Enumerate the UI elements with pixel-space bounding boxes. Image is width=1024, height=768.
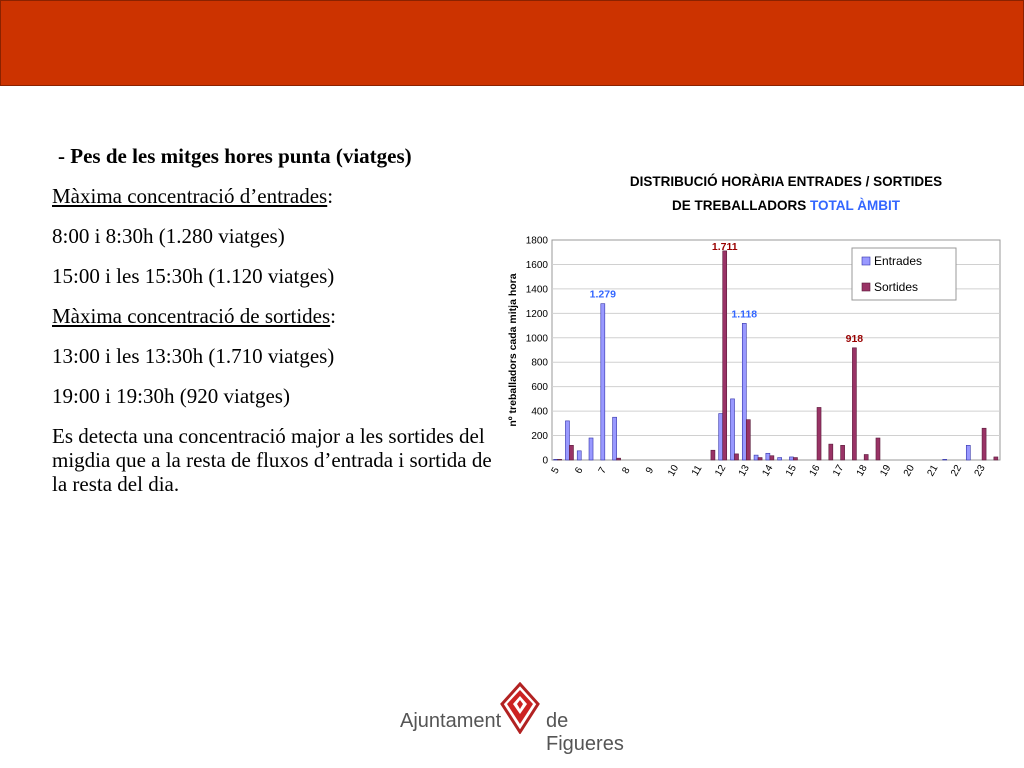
x-tick-label: 11 bbox=[689, 463, 705, 478]
x-tick-label: 15 bbox=[783, 463, 800, 479]
entrades-bar bbox=[719, 414, 723, 460]
entrades-bar bbox=[554, 459, 558, 460]
entries-colon: : bbox=[327, 184, 334, 208]
chart-title-line-1: DISTRIBUCIÓ HORÀRIA ENTRADES / SORTIDES bbox=[629, 174, 943, 189]
x-tick-label: 9 bbox=[643, 465, 657, 476]
entrades-bar bbox=[730, 399, 734, 460]
entrades-bar bbox=[742, 323, 746, 460]
legend-swatch bbox=[862, 257, 870, 265]
y-tick-label: 600 bbox=[531, 382, 548, 394]
entrades-bar bbox=[577, 451, 581, 460]
x-tick-label: 20 bbox=[901, 463, 917, 479]
exits-line-1: 13:00 i les 13:30h (1.710 viatges) bbox=[52, 344, 335, 368]
entrades-bar bbox=[601, 304, 605, 460]
x-tick-label: 14 bbox=[760, 463, 776, 479]
sortides-bar bbox=[864, 455, 868, 461]
x-tick-label: 22 bbox=[949, 463, 965, 479]
exits-title-line bbox=[52, 304, 502, 328]
entrades-bar bbox=[754, 455, 758, 460]
y-tick-label: 0 bbox=[542, 455, 548, 467]
exits-colon: : bbox=[330, 304, 336, 328]
chart-title bbox=[496, 170, 1024, 218]
conclusion-text: Es detecta una concentració major a les sortides del migdia que a la resta de fluxos d’entrada i sortida de la resta del dia. bbox=[52, 424, 492, 496]
sortides-bar bbox=[876, 438, 880, 460]
sortides-bar bbox=[994, 457, 998, 460]
sortides-bar bbox=[746, 420, 750, 460]
chart-container bbox=[496, 168, 1016, 498]
x-tick-label: 17 bbox=[831, 463, 847, 479]
sortides-bar bbox=[735, 454, 739, 460]
y-tick-label: 200 bbox=[531, 431, 548, 443]
y-tick-label: 400 bbox=[531, 406, 548, 418]
legend-swatch bbox=[862, 283, 870, 291]
entrades-bar bbox=[943, 459, 947, 460]
entries-title-line bbox=[52, 184, 502, 208]
logo-word-right: de Figueres bbox=[546, 710, 624, 755]
y-tick-label: 1600 bbox=[525, 259, 548, 271]
entrades-bar bbox=[789, 457, 793, 460]
x-tick-label: 18 bbox=[854, 463, 870, 479]
entries-line-1: 8:00 i 8:30h (1.280 viatges) bbox=[52, 224, 285, 248]
sortides-bar bbox=[711, 450, 715, 460]
entrades-bar bbox=[565, 421, 569, 460]
entrades-bar bbox=[613, 417, 617, 460]
sortides-bar bbox=[829, 444, 833, 460]
exits-title: Màxima concentració de sortides bbox=[52, 304, 331, 328]
x-tick-label: 19 bbox=[878, 463, 894, 479]
logo-word-left: Ajuntament bbox=[400, 710, 502, 732]
x-tick-label: 6 bbox=[573, 465, 586, 476]
top-banner bbox=[0, 0, 1024, 86]
x-tick-label: 16 bbox=[807, 463, 823, 479]
coat-of-arms-icon bbox=[498, 682, 542, 734]
x-tick-label: 12 bbox=[713, 463, 729, 479]
chart-title-accent: TOTAL ÀMBIT bbox=[810, 198, 900, 213]
y-tick-label: 1000 bbox=[525, 333, 548, 345]
x-tick-label: 21 bbox=[925, 463, 941, 479]
slide-text bbox=[52, 144, 502, 512]
data-label: 1.118 bbox=[731, 308, 758, 321]
x-tick-label: 10 bbox=[666, 463, 682, 479]
data-label: 1.711 bbox=[711, 241, 738, 253]
sortides-bar bbox=[558, 459, 562, 460]
data-label: 1.279 bbox=[589, 288, 616, 301]
legend-label: Sortides bbox=[874, 280, 919, 294]
sortides-bar bbox=[569, 445, 573, 460]
slide-heading: - Pes de les mitges hores punta (viatges) bbox=[58, 144, 412, 168]
y-tick-label: 1200 bbox=[525, 308, 548, 320]
ajuntament-logo bbox=[400, 682, 640, 755]
x-tick-label: 8 bbox=[620, 465, 633, 476]
data-label: 918 bbox=[845, 332, 864, 345]
sortides-bar bbox=[617, 458, 621, 460]
entrades-bar bbox=[966, 445, 970, 460]
chart-title-line-2 bbox=[496, 194, 1024, 218]
x-tick-label: 7 bbox=[596, 465, 610, 476]
entrades-bar bbox=[589, 438, 593, 460]
sortides-bar bbox=[817, 407, 821, 460]
sortides-bar bbox=[982, 428, 986, 460]
x-tick-label: 23 bbox=[972, 463, 988, 479]
entries-line-2: 15:00 i les 15:30h (1.120 viatges) bbox=[52, 264, 335, 288]
chart-title-main: DE TREBALLADORS bbox=[671, 198, 807, 213]
sortides-bar bbox=[758, 458, 762, 460]
y-axis-label: nº treballadors cada mitja hora bbox=[507, 273, 519, 427]
y-tick-label: 1800 bbox=[525, 235, 548, 247]
x-tick-label: 13 bbox=[736, 463, 752, 479]
sortides-bar bbox=[723, 251, 727, 460]
entrades-bar bbox=[766, 453, 770, 460]
legend-label: Entrades bbox=[874, 254, 923, 268]
y-tick-label: 1400 bbox=[525, 284, 548, 296]
x-tick-label: 5 bbox=[549, 465, 562, 476]
entries-title: Màxima concentració d’entrades bbox=[52, 184, 328, 208]
sortides-bar bbox=[770, 456, 774, 460]
sortides-bar bbox=[852, 348, 856, 460]
entrades-bar bbox=[778, 458, 782, 460]
y-tick-label: 800 bbox=[531, 357, 548, 369]
exits-line-2: 19:00 i 19:30h (920 viatges) bbox=[52, 384, 290, 408]
sortides-bar bbox=[841, 445, 845, 460]
sortides-bar bbox=[793, 458, 797, 460]
